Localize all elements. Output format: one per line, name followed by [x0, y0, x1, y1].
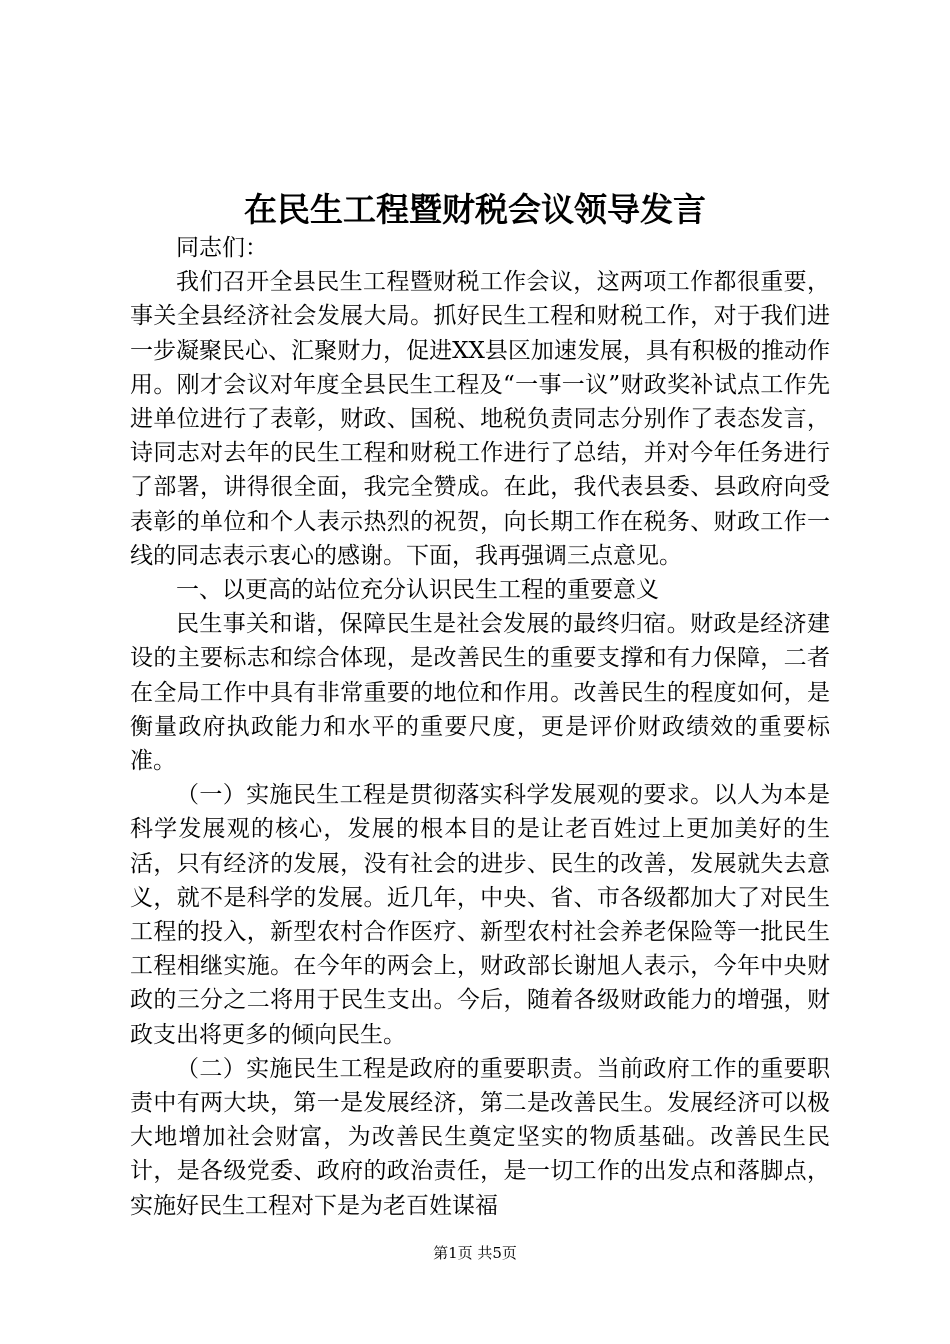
- paragraph-point-1: （一）实施民生工程是贯彻落实科学发展观的要求。以人为本是科学发展观的核心，发展的根本目的是让老百姓过上更加美好的生活，只有经济的发展，没有社会的进步、民生的改善，发展就失去意义，就不是科学的发展。近几年，中央、省、市各级都加大了对民生工程的投入，新型农村合作医疗、新型农村社会养老保险等一批民生工程相继实施。在今年的两会上，财政部长谢旭人表示，今年中央财政的三分之二将用于民生支出。今后，随着各级财政能力的增强，财政支出将更多的倾向民生。: [130, 782, 830, 1048]
- document-body: [130, 231, 830, 1223]
- paragraph-section-1: 民生事关和谐，保障民生是社会发展的最终归宿。财政是经济建设的主要标志和综合体现，是改善民生的重要支撑和有力保障，二者在全局工作中具有非常重要的地位和作用。改善民生的程度如何，是衡量政府执政能力和水平的重要尺度，更是评价财政绩效的重要标准。: [130, 611, 830, 775]
- paragraph-point-2: （二）实施民生工程是政府的重要职责。当前政府工作的重要职责中有两大块，第一是发展经济，第二是改善民生。发展经济可以极大地增加社会财富，为改善民生奠定坚实的物质基础。改善民生民计，是各级党委、政府的政治责任，是一切工作的出发点和落脚点，实施好民生工程对下是为老百姓谋福: [130, 1055, 830, 1219]
- paragraph-intro: 我们召开全县民生工程暨财税工作会议，这两项工作都很重要，事关全县经济社会发展大局。抓好民生工程和财税工作，对于我们进一步凝聚民心、汇聚财力，促进XX县区加速发展，具有积极的推动作用。刚才会议对年度全县民生工程及“一事一议”财政奖补试点工作先进单位进行了表彰，财政、国税、地税负责同志分别作了表态发言，诗同志对去年的民生工程和财税工作进行了总结，并对今年任务进行了部署，讲得很全面，我完全赞成。在此，我代表县委、县政府向受表彰的单位和个人表示热烈的祝贺，向长期工作在税务、财政工作一线的同志表示衷心的感谢。下面，我再强调三点意见。: [130, 269, 830, 569]
- section-heading-1: 一、以更高的站位充分认识民生工程的重要意义: [176, 577, 659, 604]
- page-footer: 第1页 共5页: [433, 1244, 517, 1262]
- salutation: 同志们：: [176, 235, 268, 261]
- document-title: 在民生工程暨财税会议领导发言: [244, 190, 706, 229]
